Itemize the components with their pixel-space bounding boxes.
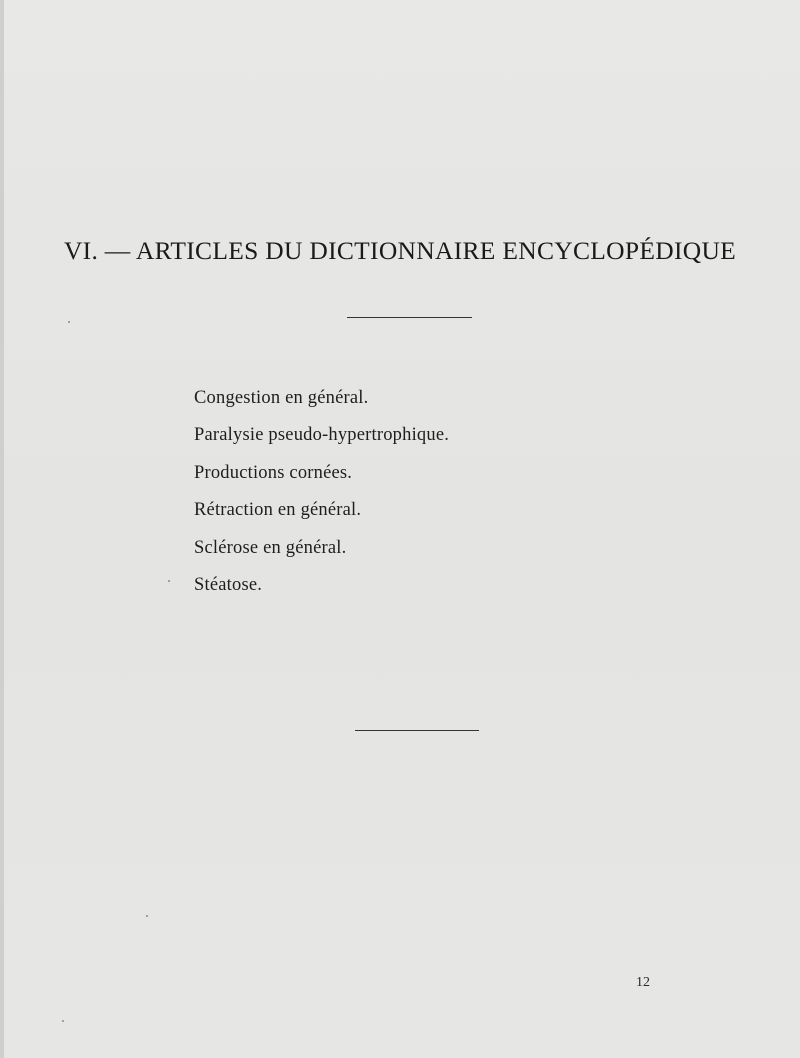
list-item: Rétraction en général.	[194, 500, 362, 521]
top-divider-rule	[347, 317, 472, 318]
list-item: Congestion en général.	[194, 388, 369, 408]
list-item: Productions cornées.	[194, 462, 353, 483]
page-edge	[0, 0, 4, 1058]
list-item: Sclérose en général.	[194, 537, 347, 558]
section-title: VI. — ARTICLES DU DICTIONNAIRE ENCYCLOPÉDIQUE	[63, 236, 737, 265]
paper-speck	[146, 915, 148, 917]
page-number: 12	[636, 975, 650, 990]
article-list	[194, 384, 449, 608]
paper-speck	[62, 1020, 64, 1022]
list-item: Stéatose.	[194, 574, 263, 595]
list-item: Paralysie pseudo-hypertrophique.	[194, 425, 450, 446]
paper-speck	[168, 580, 170, 582]
bottom-divider-rule	[355, 730, 479, 731]
paper-speck	[68, 321, 70, 323]
